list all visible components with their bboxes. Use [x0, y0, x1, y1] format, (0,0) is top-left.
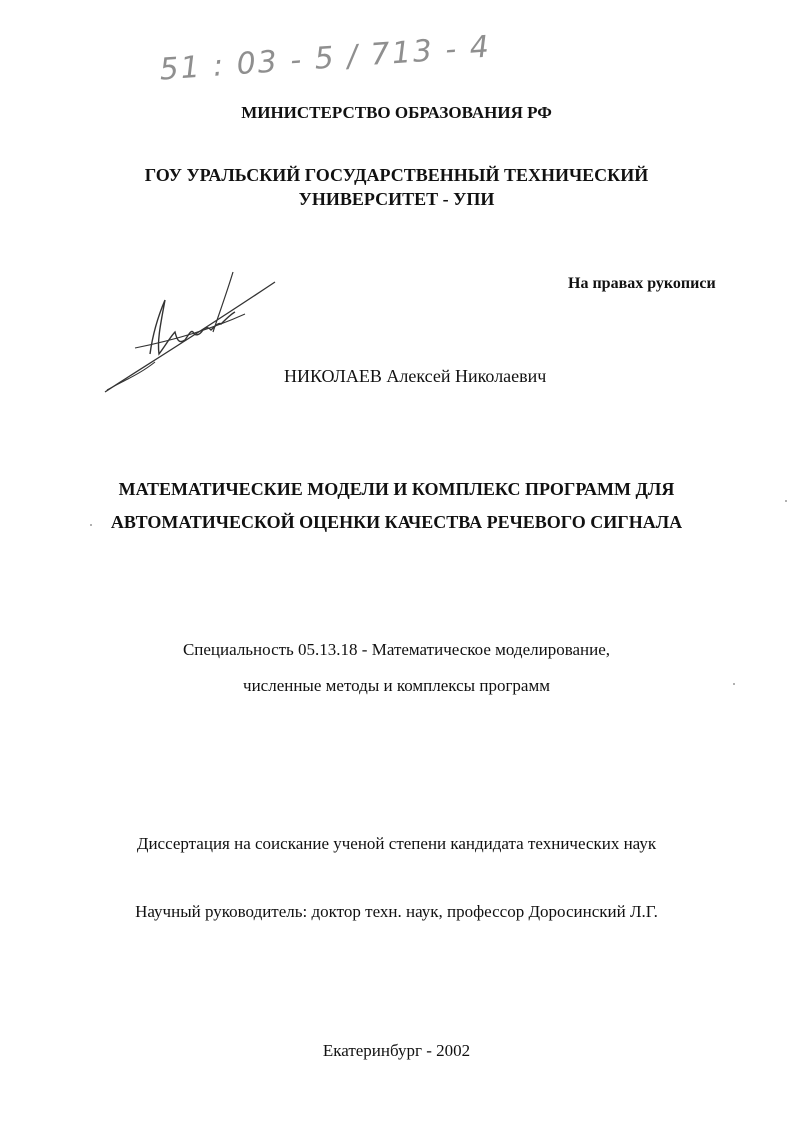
scan-speck [785, 500, 787, 502]
scan-speck [733, 683, 735, 685]
university-name-line-2: УНИВЕРСИТЕТ - УПИ [298, 189, 495, 209]
scan-speck [90, 524, 92, 526]
specialty-line-2: численные методы и комплексы программ [243, 676, 550, 695]
dissertation-degree-statement: Диссертация на соискание ученой степени кандидата технических наук [136, 834, 657, 853]
author-name: НИКОЛАЕВ Алексей Николаевич [284, 366, 547, 386]
city-and-year: Екатеринбург - 2002 [322, 1041, 471, 1060]
thesis-title-line-1: МАТЕМАТИЧЕСКИЕ МОДЕЛИ И КОМПЛЕКС ПРОГРАММ ДЛЯ [118, 479, 675, 499]
ministry-heading: МИНИСТЕРСТВО ОБРАЗОВАНИЯ РФ [241, 103, 552, 122]
author-signature [95, 262, 285, 402]
university-name-line-1: ГОУ УРАЛЬСКИЙ ГОСУДАРСТВЕННЫЙ ТЕХНИЧЕСКИЙ [144, 165, 649, 185]
specialty-line-1: Специальность 05.13.18 - Математическое моделирование, [182, 640, 611, 659]
thesis-title-line-2: АВТОМАТИЧЕСКОЙ ОЦЕНКИ КАЧЕСТВА РЕЧЕВОГО СИГНАЛА [110, 512, 683, 532]
scientific-advisor: Научный руководитель: доктор техн. наук, профессор Доросинский Л.Г. [135, 902, 658, 921]
manuscript-rights-note: На правах рукописи [568, 275, 716, 292]
handwritten-archive-number: 51 : 03 - 5 / 713 - 4 [158, 29, 492, 88]
